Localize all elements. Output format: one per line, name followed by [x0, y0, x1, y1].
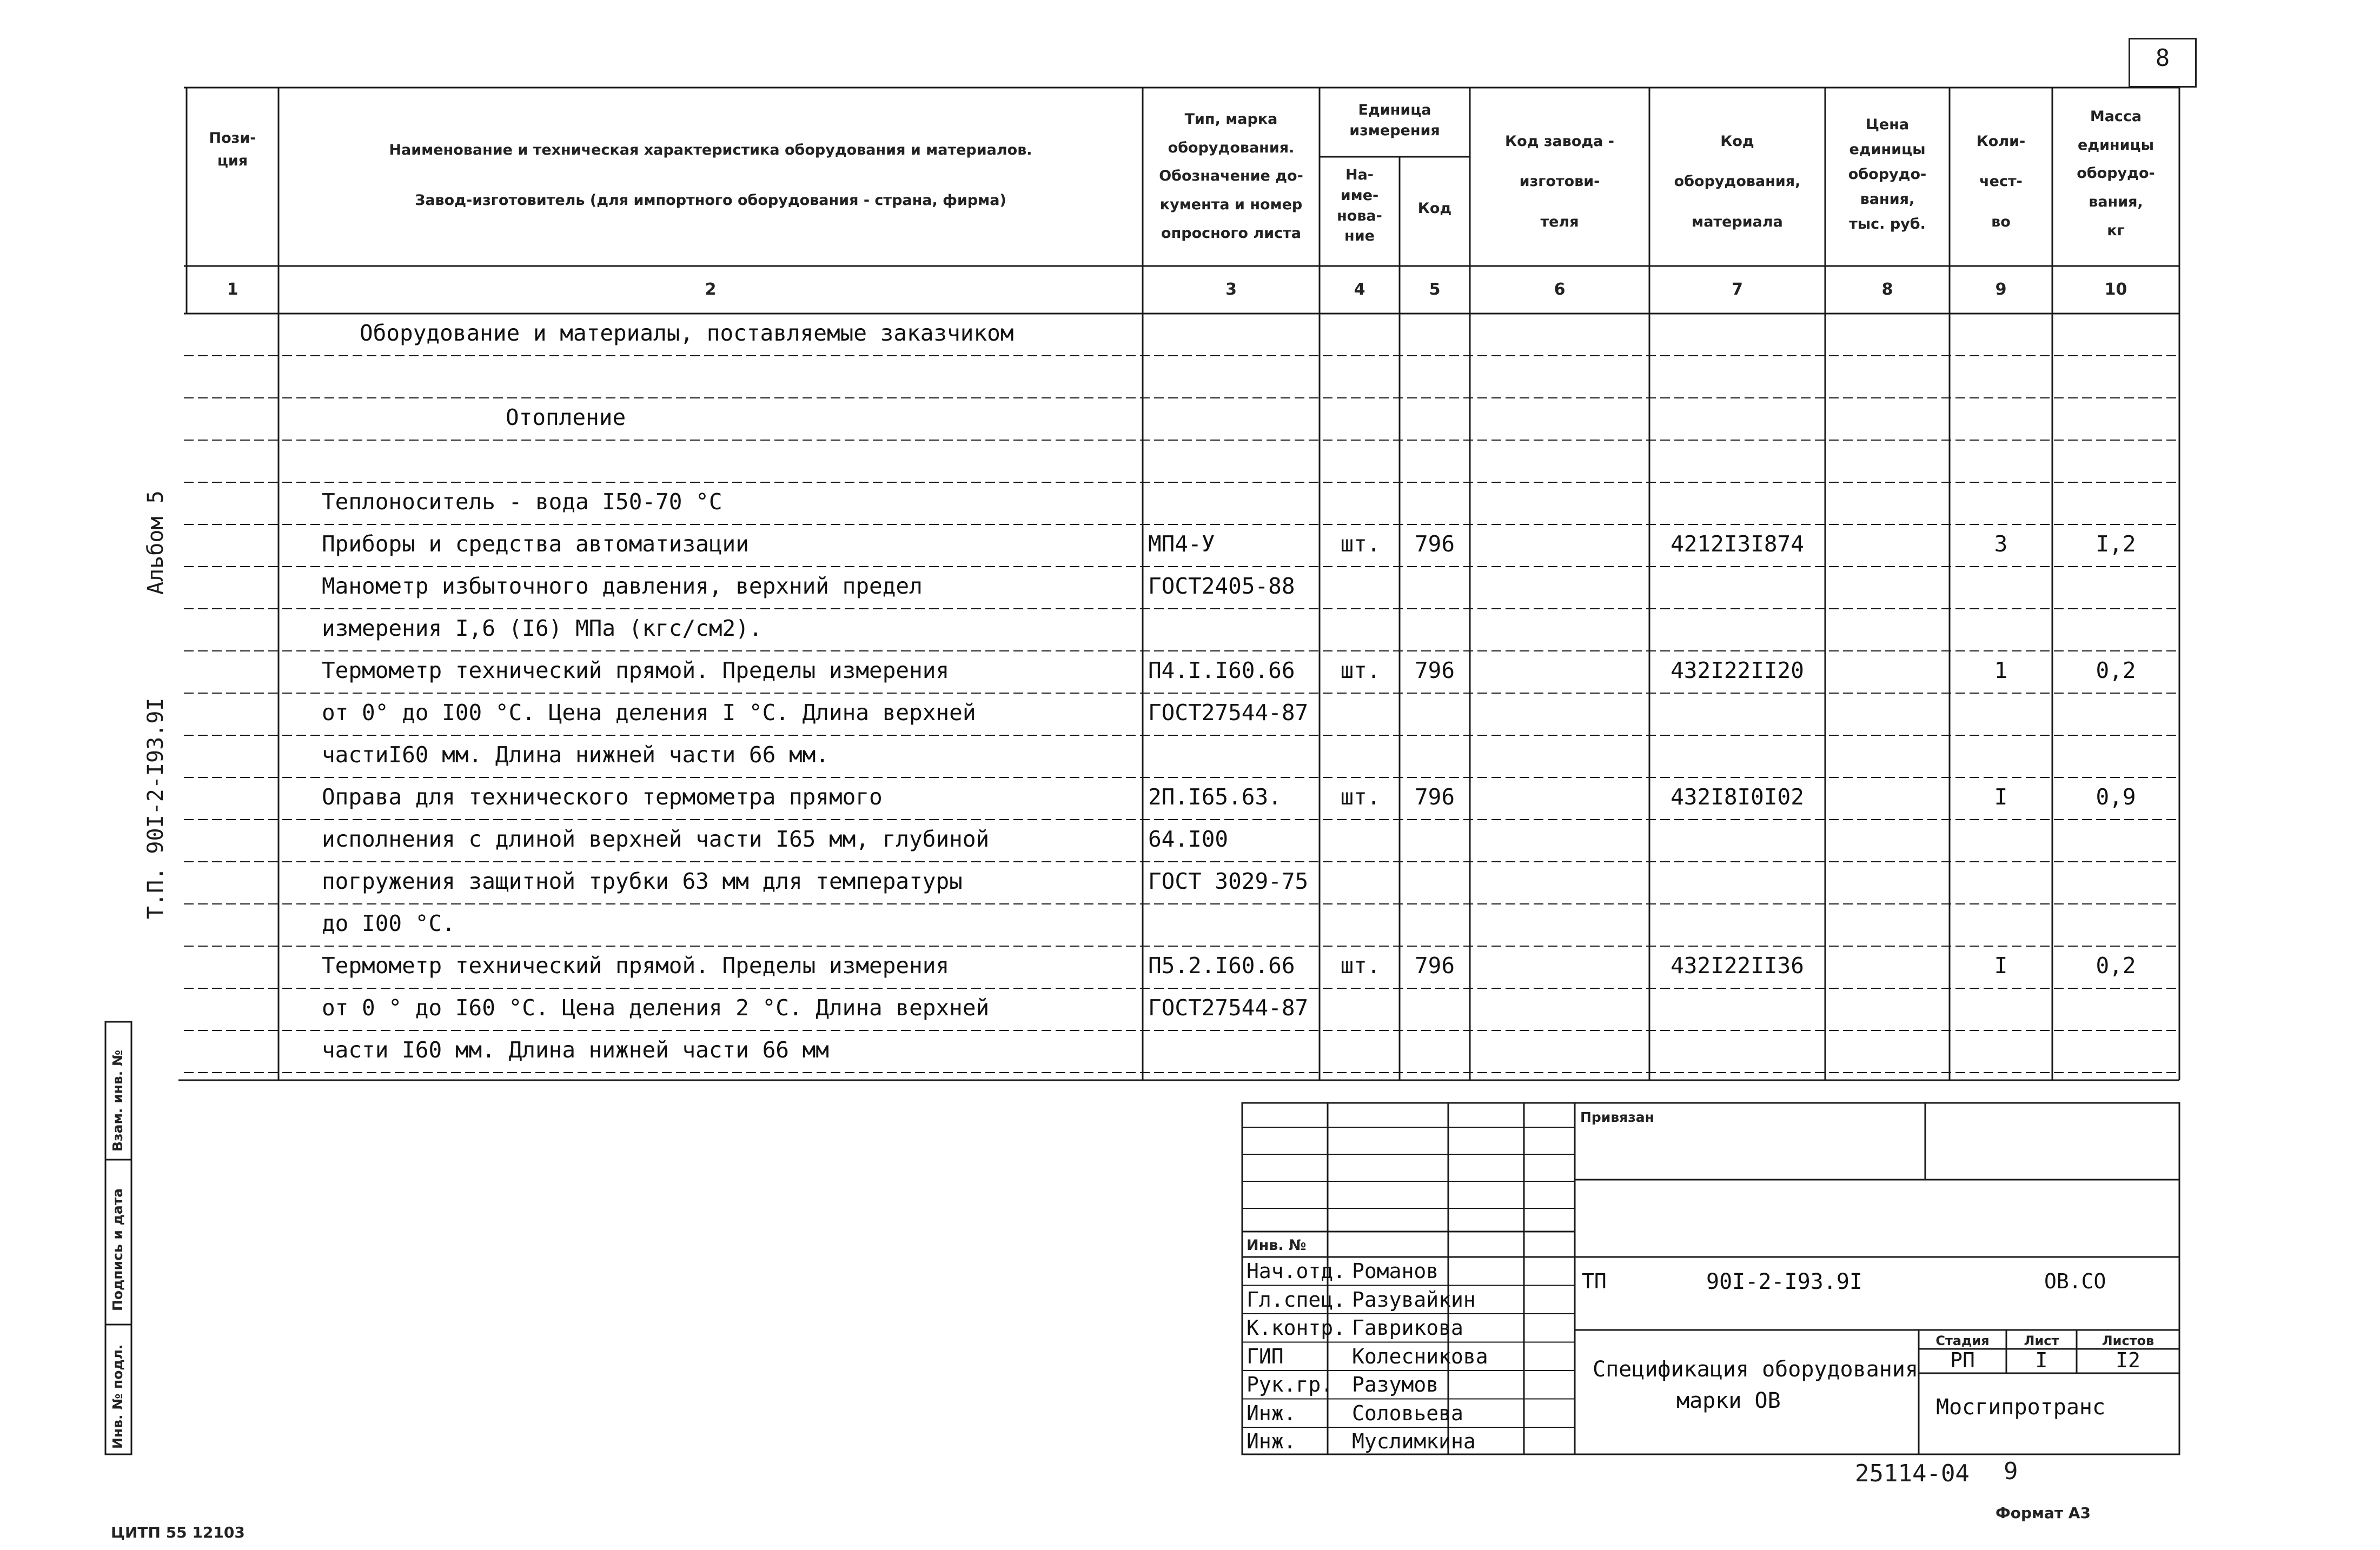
header-unit-name: На- име- нова- ние	[1337, 167, 1382, 245]
col-number: 9	[1995, 280, 2007, 299]
signer-role: Рук.гр.	[1247, 1373, 1334, 1396]
signer-role: ГИП	[1247, 1344, 1284, 1368]
signer-name: Муслимкина	[1352, 1429, 1476, 1453]
cell-mass: I,2	[2096, 531, 2136, 557]
stamp-title-line2: марки ОВ	[1676, 1388, 1781, 1413]
header-name-line1: Наименование и техническая характеристика оборудования и материалов.	[389, 142, 1032, 158]
cell-name: до I00 °С.	[322, 910, 455, 936]
cell-type: 64.I00	[1148, 826, 1229, 852]
col-number: 10	[2104, 280, 2127, 299]
header-material-code: Код оборудования, материала	[1674, 133, 1801, 230]
cell-name: части I60 мм. Длина нижней части 66 мм	[322, 1037, 829, 1063]
signer-name: Разумов	[1352, 1373, 1439, 1396]
cell-type: ГОСТ27544-87	[1148, 995, 1309, 1021]
header-price: Цена единицы оборудо- вания, тыс. руб.	[1848, 116, 1927, 232]
cell-name: Приборы и средства автоматизации	[322, 531, 749, 557]
page-number: 8	[2155, 44, 2170, 72]
signer-role: Гл.спец.	[1247, 1287, 1346, 1312]
header-position: Пози- ция	[209, 130, 256, 169]
cell-name: Теплоноситель - вода I50-70 °С	[322, 489, 722, 515]
col-number: 7	[1732, 280, 1743, 299]
cell-name: Отопление	[506, 404, 626, 430]
col-number: 2	[705, 280, 717, 299]
cell-type: ГОСТ 3029-75	[1148, 868, 1309, 894]
stamp-doc-mark: ОВ.СО	[2044, 1269, 2106, 1293]
signer-role: Инж.	[1247, 1429, 1296, 1453]
col-number: 6	[1554, 280, 1566, 299]
format-label: Формат А3	[1996, 1504, 2091, 1522]
cell-type: П5.2.I60.66	[1148, 953, 1295, 979]
signer-name: Гаврикова	[1352, 1316, 1463, 1340]
cell-name: исполнения с длиной верхней части I65 мм, глубиной	[322, 826, 990, 852]
cell-name: Термометр технический прямой. Пределы измерения	[322, 953, 950, 979]
cell-code: 796	[1414, 531, 1455, 557]
cell-mass: 0,2	[2096, 657, 2136, 683]
cell-qty: 1	[1994, 657, 2008, 683]
cell-code: 796	[1414, 657, 1455, 683]
header-quantity: Коли- чест- во	[1976, 133, 2026, 230]
cell-type: ГОСТ27544-87	[1148, 700, 1309, 726]
signer-name: Колесникова	[1352, 1344, 1488, 1368]
stamp-doc-code: ТП	[1582, 1269, 1607, 1293]
header-type: Тип, марка оборудования. Обозначение до- кумента и номер опросного листа	[1159, 111, 1303, 242]
cell-unit: шт.	[1340, 657, 1381, 683]
cell-type: ГОСТ2405-88	[1148, 573, 1295, 599]
cell-unit: шт.	[1340, 531, 1381, 557]
header-mass: Масса единицы оборудо- вания, кг	[2077, 108, 2155, 239]
header-unit-code: Код	[1417, 200, 1452, 217]
stamp-title-line1: Спецификация оборудования	[1593, 1357, 1919, 1382]
stamp-privyazan: Привязан	[1580, 1109, 1654, 1125]
column-numbers	[0, 280, 2380, 302]
stamp-sheet-value: I	[2035, 1348, 2048, 1372]
header-name-line2: Завод-изготовитель (для импортного оборудования - страна, фирма)	[415, 192, 1006, 209]
side-label-album: Альбом 5	[143, 490, 168, 595]
cell-code: 796	[1414, 784, 1455, 810]
cell-name: Оборудование и материалы, поставляемые заказчиком	[360, 320, 1014, 346]
header-plant-code: Код завода - изготови- теля	[1505, 133, 1614, 230]
cell-mass: 0,9	[2096, 784, 2136, 810]
cell-name: измерения I,6 (I6) МПа (кгс/см2).	[322, 615, 763, 641]
cell-mass: 0,2	[2096, 953, 2136, 979]
cell-type: 2П.I65.63.	[1148, 784, 1282, 810]
stamp-doc-number: 90I-2-I93.9I	[1706, 1269, 1862, 1294]
cell-unit: шт.	[1340, 784, 1381, 810]
cell-material: 432I22II20	[1670, 657, 1804, 683]
signer-name: Романов	[1352, 1259, 1439, 1283]
cell-qty: I	[1994, 953, 2008, 979]
col-number: 3	[1225, 280, 1237, 299]
stamp-inv-no: Инв. №	[1247, 1237, 1307, 1254]
cell-unit: шт.	[1340, 953, 1381, 979]
stamp-sheets-label: Листов	[2101, 1333, 2154, 1348]
strip-inv-podl: Инв. № подл.	[110, 1344, 125, 1449]
strip-signature-date: Подпись и дата	[110, 1188, 125, 1311]
cell-type: П4.I.I60.66	[1148, 657, 1295, 683]
cell-material: 4212I3I874	[1670, 531, 1804, 557]
signer-name: Разувайкин	[1352, 1287, 1476, 1312]
cell-code: 796	[1414, 953, 1455, 979]
side-label-project: Т.П. 90I-2-I93.9I	[143, 697, 168, 919]
bottom-code: 25114-04	[1855, 1460, 1970, 1487]
cell-name: от 0 ° до I60 °С. Цена деления 2 °С. Длина верхней	[322, 995, 990, 1021]
signer-role: Инж.	[1247, 1401, 1296, 1425]
cell-name: Манометр избыточного давления, верхний предел	[322, 573, 923, 599]
signer-name: Соловьева	[1352, 1401, 1463, 1425]
col-number: 5	[1429, 280, 1441, 299]
signer-role: Нач.отд.	[1247, 1259, 1346, 1283]
cell-type: МП4-У	[1148, 531, 1215, 557]
cell-name: от 0° до I00 °С. Цена деления I °С. Длина верхней	[322, 700, 976, 726]
header-unit: Единица измерения	[1349, 102, 1440, 139]
stamp-sheets-value: I2	[2116, 1348, 2140, 1372]
cell-material: 432I22II36	[1670, 953, 1804, 979]
stamp-sheet-label: Лист	[2024, 1333, 2059, 1348]
footer-left: ЦИТП 55 12103	[111, 1524, 245, 1541]
cell-name: погружения защитной трубки 63 мм для температуры	[322, 868, 963, 894]
stamp-stage-value: РП	[1950, 1348, 1975, 1372]
cell-material: 432I8I0I02	[1670, 784, 1804, 810]
col-number: 8	[1881, 280, 1893, 299]
cell-qty: I	[1994, 784, 2008, 810]
cell-qty: 3	[1994, 531, 2008, 557]
stamp-organization: Мосгипротранс	[1936, 1395, 2106, 1420]
stamp-stage-label: Стадия	[1935, 1333, 1990, 1348]
col-number: 4	[1354, 280, 1365, 299]
strip-vzam-inv: Взам. инв. №	[110, 1050, 125, 1152]
cell-name: Оправа для технического термометра прямого	[322, 784, 883, 810]
bottom-number: 9	[2004, 1458, 2018, 1485]
cell-name: Термометр технический прямой. Пределы измерения	[322, 657, 950, 683]
col-number: 1	[227, 280, 238, 299]
cell-name: частиI60 мм. Длина нижней части 66 мм.	[322, 742, 829, 768]
signer-role: К.контр.	[1247, 1316, 1346, 1340]
